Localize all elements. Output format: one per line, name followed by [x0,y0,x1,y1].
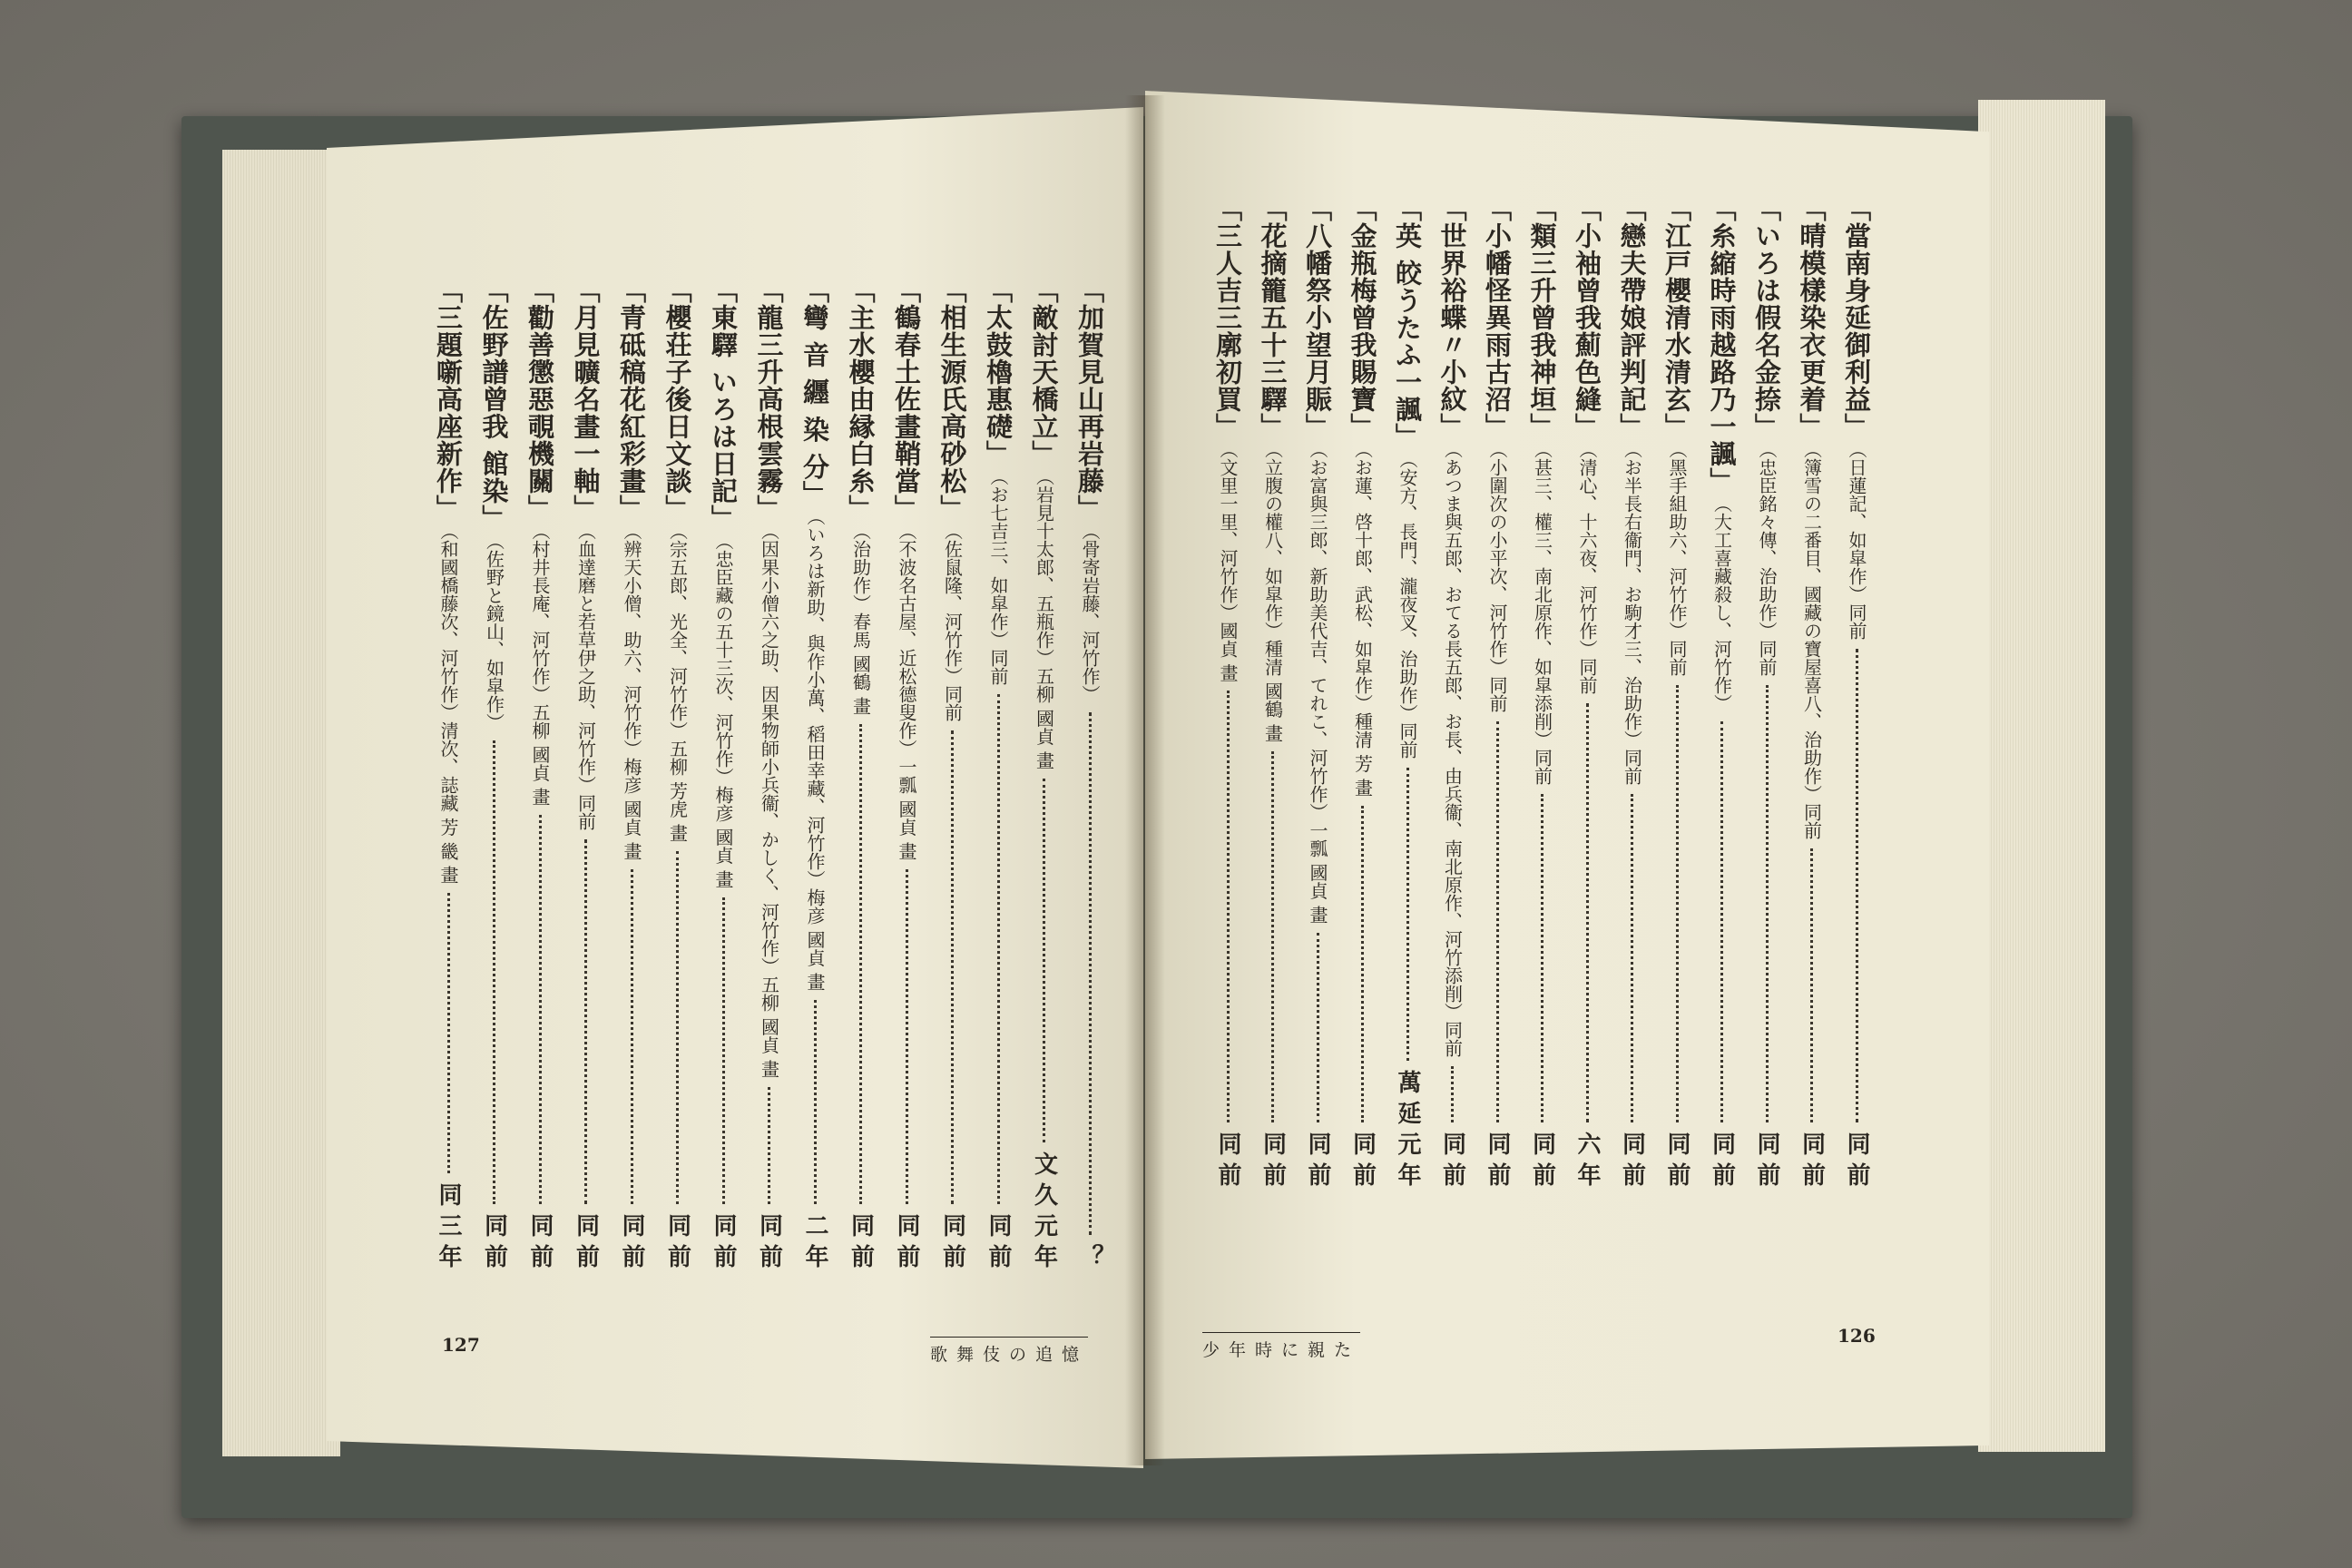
entry-column [1393,195,1422,1193]
entry-detail: （因果小僧六之助、因果物師小兵衞、かしく、河竹作）五柳 國貞 畫 [758,522,780,1078]
entry-detail: （立腹の權八、如皐作）種清 國鶴 畫 [1261,440,1284,742]
entry-year: 同前 [985,1213,1012,1275]
entry-title: 「敵討天橋立」 [1028,277,1060,467]
entry-column [847,277,876,1275]
entry-detail: （お半長右衞門、お駒才三、治助作）同前 [1621,440,1643,785]
entry-title: 「佐野譜曾我 館染」 [478,277,510,533]
entry-column [1752,195,1781,1193]
entry-detail: （いろは新助、與作小萬、稻田幸藏、河竹作）梅彦 國貞 畫 [804,507,826,992]
entry-year: 同前 [618,1213,645,1275]
entry-detail: （治助作）春馬 國鶴 畫 [849,522,872,715]
entry-title: 「類三升曾我神垣」 [1526,195,1558,440]
entry-year: 同前 [1708,1132,1736,1193]
entry-detail: （小圍次の小平次、河竹作）同前 [1486,440,1508,712]
entry-column [1842,195,1871,1193]
entry-detail: （簿雪の二番目、國藏の寶屋喜八、治助作）同前 [1800,440,1823,839]
entry-column [617,277,646,1275]
leader-dots [631,869,633,1204]
entry-title: 「東驛 いろは日記」 [708,277,739,533]
entry-title: 「いろは假名金捺」 [1751,195,1782,440]
entry-column [1528,195,1557,1193]
entry-year: 二年 [801,1213,828,1275]
entry-title: 「三人吉三廓初買」 [1212,195,1243,440]
entry-year: 同前 [847,1213,875,1275]
leader-dots [1406,768,1409,1061]
entry-year: 六年 [1573,1132,1601,1193]
entry-column [1348,195,1377,1193]
page-number-left: 127 [442,1334,480,1356]
entry-column [663,277,692,1275]
entry-detail: （岩見十太郎、五瓶作）五柳 國貞 畫 [1033,467,1055,769]
leader-dots [1676,685,1679,1122]
entry-detail: （村井長庵、河竹作）五柳 國貞 畫 [529,522,551,806]
entry-title: 「世界裕蝶〃小紋」 [1436,195,1468,440]
entry-column [1438,195,1467,1193]
leader-dots [1541,794,1544,1122]
entry-title: 「櫻荘子後日文談」 [662,277,693,522]
entry-title: 「晴模樣染衣更着」 [1796,195,1828,440]
leader-dots [1451,1066,1454,1122]
entry-column [1075,277,1104,1275]
entry-detail: （不波名古屋、近松德叟作）一瓢 國貞 畫 [896,522,917,860]
entry-title: 「戀夫帶娘評判記」 [1616,195,1648,440]
entry-title: 「金瓶梅曾我賜寶」 [1347,195,1378,440]
entry-detail: （佐野と鏡山、如皐作） [483,532,505,732]
entry-title: 「糸縮時雨越路乃一諷」 [1706,195,1738,495]
leader-dots [584,839,587,1204]
entry-title: 「龍三升高根雲霧」 [753,277,785,522]
leader-dots [1856,649,1858,1122]
leader-dots [1766,685,1769,1122]
entry-column [1798,195,1827,1193]
entry-column [709,277,738,1275]
entry-column [434,277,463,1275]
entry-detail: （忠臣藏の五十三次、河竹作）梅彦 國貞 畫 [712,532,734,888]
entry-detail: （清心、十六夜、河竹作）同前 [1576,440,1598,694]
entry-detail: （黑手組助六、河竹作）同前 [1666,440,1688,676]
entry-year: 同前 [1259,1132,1287,1193]
entry-title: 「小幡怪異雨古沼」 [1482,195,1513,440]
leader-dots [493,740,495,1204]
entry-year: 同前 [1438,1132,1466,1193]
entry-detail: （お富與三郎、新助美代吉、てれこ、河竹作）一瓢 國貞 畫 [1307,440,1328,924]
entry-year: ？ [1076,1244,1103,1275]
entry-year: 同前 [480,1213,508,1275]
entry-year: 同前 [1618,1132,1646,1193]
leader-dots [1227,691,1230,1122]
entry-column [1708,195,1737,1193]
entry-column [892,277,921,1275]
entry-year: 同前 [1663,1132,1690,1193]
entry-year: 文久元年 [1030,1152,1058,1275]
leader-dots [1089,712,1092,1235]
entry-year: 同前 [755,1213,783,1275]
entry-column [1618,195,1647,1193]
entry-year: 同前 [710,1213,737,1275]
entry-detail: （安方、長門、瀧夜叉、治助作）同前 [1396,450,1418,760]
entry-title: 「鶴春土佐畫鞘當」 [891,277,922,522]
book-gutter [1125,95,1165,1465]
left-page-stack [222,150,340,1456]
entry-year: 同前 [893,1213,920,1275]
entry-title: 「三題噺高座新作」 [433,277,464,522]
entry-year: 同前 [1798,1132,1826,1193]
entry-year: 同前 [1214,1132,1241,1193]
entry-year: 同前 [938,1213,966,1275]
leader-dots [1043,779,1045,1142]
entry-detail: （和國橋藤次、河竹作）清次、誌藏 芳 畿 畫 [437,522,459,885]
entry-detail: （血達磨と若草伊之助、河竹作）同前 [574,522,597,830]
entry-year: 同前 [1528,1132,1556,1193]
page-number-right: 126 [1838,1325,1876,1347]
entry-title: 「江戸櫻清水清玄」 [1661,195,1692,440]
leader-dots [1631,794,1633,1122]
leader-dots [1586,703,1589,1122]
entry-column [984,277,1013,1275]
entry-column [755,277,784,1275]
entry-year: 同前 [1304,1132,1331,1193]
entry-column [1030,277,1059,1275]
leader-dots [997,694,1000,1204]
entry-title: 「主水櫻由縁白糸」 [845,277,877,522]
entry-year: 同前 [1753,1132,1780,1193]
leader-dots [722,897,725,1204]
entry-column [800,277,829,1275]
entry-title: 「彎 音 纒 染 分」 [799,277,830,508]
entry-title: 「加賀見山再岩藤」 [1074,277,1105,522]
entry-title: 「八幡祭小望月賑」 [1302,195,1333,440]
leader-dots [951,730,954,1204]
right-page-stack [1978,100,2105,1452]
leader-dots [1810,848,1813,1122]
leader-dots [539,815,542,1204]
entry-detail: （宗五郎、光全、河竹作）五柳 芳虎 畫 [666,522,689,842]
leader-dots [1361,806,1364,1122]
entry-column [572,277,601,1275]
entry-title: 「英 皎うたふ一諷」 [1392,195,1423,451]
leader-dots [1317,933,1319,1122]
entry-column [938,277,967,1275]
leader-dots [1496,721,1499,1122]
running-head-right: 少年時に親た [1202,1332,1360,1361]
entry-column [1483,195,1512,1193]
entry-detail: （辨天小僧、助六、河竹作）梅彦 國貞 畫 [621,522,642,860]
entry-year: 萬延元年 [1394,1070,1421,1193]
leader-dots [676,851,679,1204]
entry-title: 「花摘籠五十三驛」 [1257,195,1289,440]
leader-dots [814,1000,817,1204]
entry-year: 同前 [1348,1132,1377,1193]
entry-detail: （お七吉三、如皐作）同前 [987,467,1009,685]
running-head-left: 歌舞伎の追憶 [930,1337,1088,1366]
entry-detail: （甚三、權三、南北原作、如皐添削）同前 [1531,440,1553,785]
entry-detail: （あつま與五郎、おてる長五郎、お長、由兵衞、南北原作、河竹添削）同前 [1441,440,1464,1057]
entry-title: 「當南身延御利益」 [1841,195,1872,440]
entry-year: 同前 [572,1213,600,1275]
entry-detail: （お蓮、啓十郎、武松、如皐作）種清 芳 畫 [1351,440,1374,797]
leader-dots [768,1087,770,1204]
entry-detail: （骨寄岩藤、河竹作） [1079,522,1101,703]
entry-year: 同前 [526,1213,554,1275]
entry-title: 「月見曠名畫一軸」 [570,277,602,522]
entry-column [1213,195,1242,1193]
entry-column [1662,195,1691,1193]
entry-title: 「小袖曾我薊色縫」 [1572,195,1602,440]
entry-year: 同前 [1843,1132,1870,1193]
entry-year: 同前 [1484,1132,1511,1193]
entry-title: 「相生源氏高砂松」 [936,277,968,522]
entry-column [1573,195,1602,1193]
leader-dots [1720,721,1723,1122]
entry-detail: （大工喜藏殺し、河竹作） [1710,495,1733,712]
entry-column [1303,195,1332,1193]
leader-dots [1271,751,1274,1122]
entry-title: 「青砥稿花紅彩畫」 [616,277,647,522]
entry-year: 同三年 [435,1182,462,1275]
entry-detail: （日蓮記、如皐作）同前 [1846,440,1867,640]
entry-year: 同前 [663,1213,691,1275]
entry-detail: （忠臣銘々傳、治助作）同前 [1756,440,1778,676]
entry-column [525,277,554,1275]
entry-column [1259,195,1288,1193]
entry-column [480,277,509,1275]
entry-detail: （佐鼠隆、河竹作）同前 [941,522,964,721]
entry-title: 「勸善懲惡覗機關」 [524,277,555,522]
leader-dots [447,893,450,1173]
entry-detail: （文里一里、河竹作）國貞 畫 [1217,440,1239,682]
entry-title: 「太鼓櫓惠礎」 [983,277,1014,467]
leader-dots [859,724,862,1204]
leader-dots [906,869,908,1204]
